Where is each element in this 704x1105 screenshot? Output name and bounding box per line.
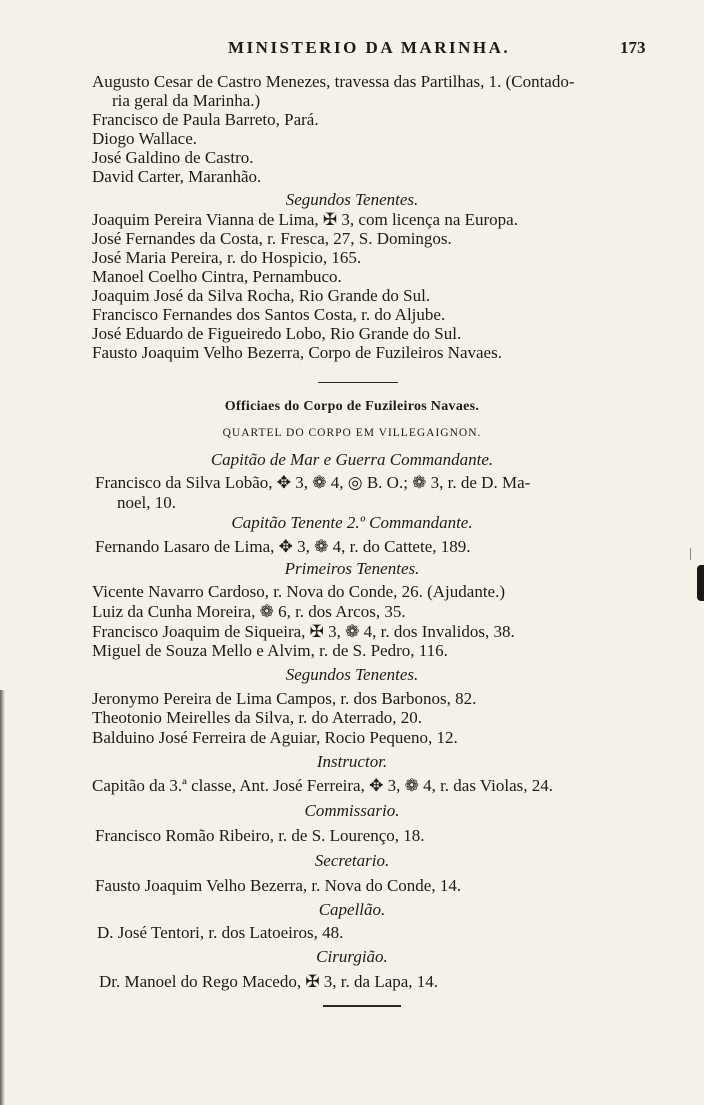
section-heading: Segundos Tenentes. [285,190,419,209]
end-rule [323,1005,401,1007]
entry-line: Fernando Lasaro de Lima, ✥ 3, ❁ 4, r. do Cattete, 189. [95,537,471,556]
entry-line-continuation: ria geral da Marinha.) [112,91,261,110]
entry-line: Capitão da 3.ª classe, Ant. José Ferreira, ✥ 3, ❁ 4, r. das Violas, 24. [92,776,554,795]
entry-line-continuation: noel, 10. [117,493,177,512]
entry-line: José Galdino de Castro. [92,148,254,167]
entry-line: Fausto Joaquim Velho Bezerra, Corpo de Fuzileiros Navaes. [92,343,502,362]
entry-line: Luiz da Cunha Moreira, ❁ 6, r. dos Arcos, 35. [92,602,406,621]
entry-line: Joaquim José da Silva Rocha, Rio Grande do Sul. [92,286,431,305]
rank-heading: Cirurgião. [316,947,388,966]
entry-line: Balduino José Ferreira de Aguiar, Rocio Pequeno, 12. [92,728,458,747]
rank-heading: Segundos Tenentes. [285,665,419,684]
entry-line: José Fernandes da Costa, r. Fresca, 27, S. Domingos. [92,229,452,248]
entry-line: Francisco Fernandes dos Santos Costa, r. do Aljube. [92,305,446,324]
entry-line: Joaquim Pereira Vianna de Lima, ✠ 3, com licença na Europa. [92,210,518,229]
rank-heading: Commissario. [304,801,400,820]
entry-line: José Maria Pereira, r. do Hospicio, 165. [92,248,362,267]
entry-line: José Eduardo de Figueiredo Lobo, Rio Grande do Sul. [92,324,462,343]
entry-line: D. José Tentori, r. dos Latoeiros, 48. [97,923,344,942]
entry-line: Manoel Coelho Cintra, Pernambuco. [92,267,342,286]
entry-line: Francisco de Paula Barreto, Pará. [92,110,319,129]
entry-line: Francisco da Silva Lobão, ✥ 3, ❁ 4, ◎ B. O.; ❁ 3, r. de D. Ma- [95,473,531,492]
entry-line: Francisco Romão Ribeiro, r. de S. Lourenço, 18. [95,826,425,845]
entry-line: Francisco Joaquim de Siqueira, ✠ 3, ❁ 4, r. dos Invalidos, 38. [92,622,515,641]
rank-heading: Capitão de Mar e Guerra Commandante. [210,450,494,469]
entry-line: Theotonio Meirelles da Silva, r. do Aterrado, 20. [92,708,423,727]
entry-line: Vicente Navarro Cardoso, r. Nova do Conde, 26. (Ajudante.) [92,582,506,601]
rank-heading: Capitão Tenente 2.º Commandante. [231,513,473,532]
binding-mark [697,565,704,601]
rank-heading: Capellão. [318,900,386,919]
edge-shadow [0,690,5,1105]
scan-mark [690,548,697,560]
rank-heading: Secretario. [314,851,390,870]
entry-line: Diogo Wallace. [92,129,198,148]
rank-heading: Instructor. [316,752,388,771]
section-title: Officiaes do Corpo de Fuzileiros Navaes. [224,399,480,414]
entry-line: David Carter, Maranhão. [92,167,262,186]
section-subtitle: QUARTEL DO CORPO EM VILLEGAIGNON. [222,427,482,439]
entry-line: Fausto Joaquim Velho Bezerra, r. Nova do Conde, 14. [95,876,462,895]
entry-line: Augusto Cesar de Castro Menezes, travessa das Partilhas, 1. (Contado- [92,72,575,91]
entry-line: Jeronymo Pereira de Lima Campos, r. dos Barbonos, 82. [92,689,477,708]
running-head: MINISTERIO DA MARINHA. [228,38,511,57]
entry-line: Miguel de Souza Mello e Alvim, r. de S. Pedro, 116. [92,641,448,660]
page-header [0,38,704,64]
page-number: 173 [620,38,646,57]
section-divider [318,382,398,383]
entry-line: Dr. Manoel do Rego Macedo, ✠ 3, r. da Lapa, 14. [99,972,439,991]
rank-heading: Primeiros Tenentes. [284,559,420,578]
